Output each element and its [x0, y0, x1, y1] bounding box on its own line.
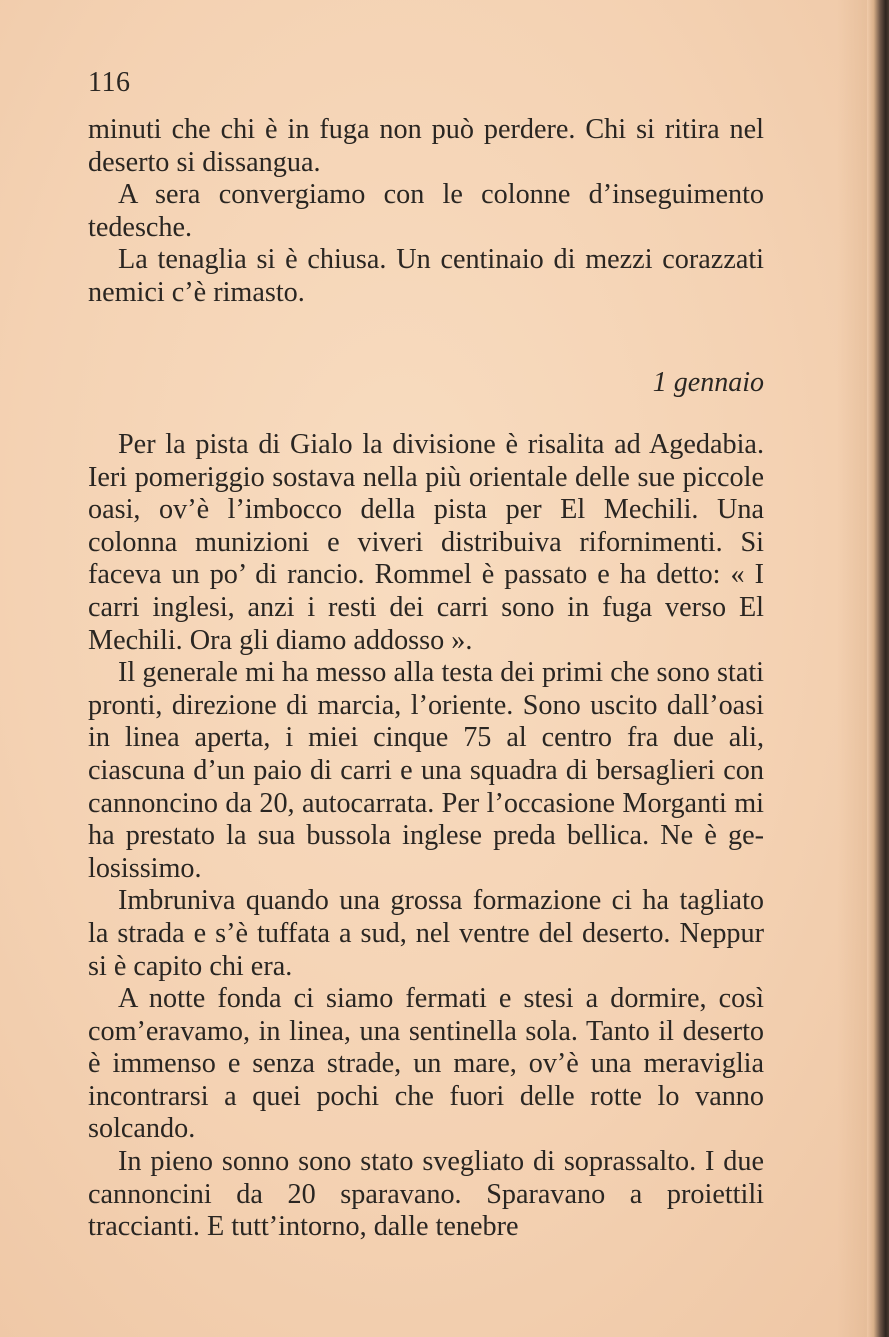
opening-text [88, 114, 764, 310]
diary-entry-text [88, 429, 764, 1244]
paragraph: A sera convergiamo con le colonne d’inseguimento tedesche. [88, 179, 764, 243]
paragraph: Il generale mi ha messo alla testa dei primi che sono stati pronti, direzione di marcia, l’oriente. Sono uscito dall’oasi in linea aperta, i miei cinque 75 al centro fra due ali, ciascuna d’un paio di carri e una squadra di bersaglieri con cannoncino da 20, autocarrata. Per l’occasione Morganti mi ha prestato la sua bussola inglese preda bellica. Ne è gelosissimo. [88, 657, 764, 884]
section-date-heading: 1 gennaio [652, 367, 764, 398]
page-number: 116 [88, 67, 131, 98]
gutter-shadow [837, 0, 867, 1337]
paragraph: Imbruniva quando una grossa formazione ci ha tagliato la strada e s’è tuffata a sud, nel ventre del deserto. Neppur si è capito chi era. [88, 885, 764, 982]
paragraph: Per la pista di Gialo la divisione è risalita ad Agedabia. Ieri pomeriggio sostava nella più orientale delle sue piccole oasi, ov’è l’imbocco della pista per El Mechili. Una colonna munizioni e viveri distribuiva rifornimenti. Si faceva un po’ di rancio. Rommel è passato e ha detto: « I carri inglesi, anzi i resti dei carri sono in fuga verso El Mechili. Ora gli diamo addosso ». [88, 429, 764, 656]
paragraph: minuti che chi è in fuga non può perdere. Chi si ritira nel deserto si dissangua. [88, 114, 764, 178]
paragraph: La tenaglia si è chiusa. Un centinaio di mezzi corazzati nemici c’è rimasto. [88, 244, 764, 308]
paragraph: A notte fonda ci siamo fermati e stesi a dormire, così com’eravamo, in linea, una sentinella sola. Tanto il deserto è immenso e senza strade, un mare, ov’è una meraviglia incontrarsi a quei pochi che fuori delle rotte lo vanno solcando. [88, 983, 764, 1145]
book-spine-edge [867, 0, 889, 1337]
paragraph: In pieno sonno sono stato svegliato di soprassalto. I due cannoncini da 20 sparavano. Sparavano a proiettili traccianti. E tutt’intorno, dalle tenebre [88, 1146, 764, 1243]
